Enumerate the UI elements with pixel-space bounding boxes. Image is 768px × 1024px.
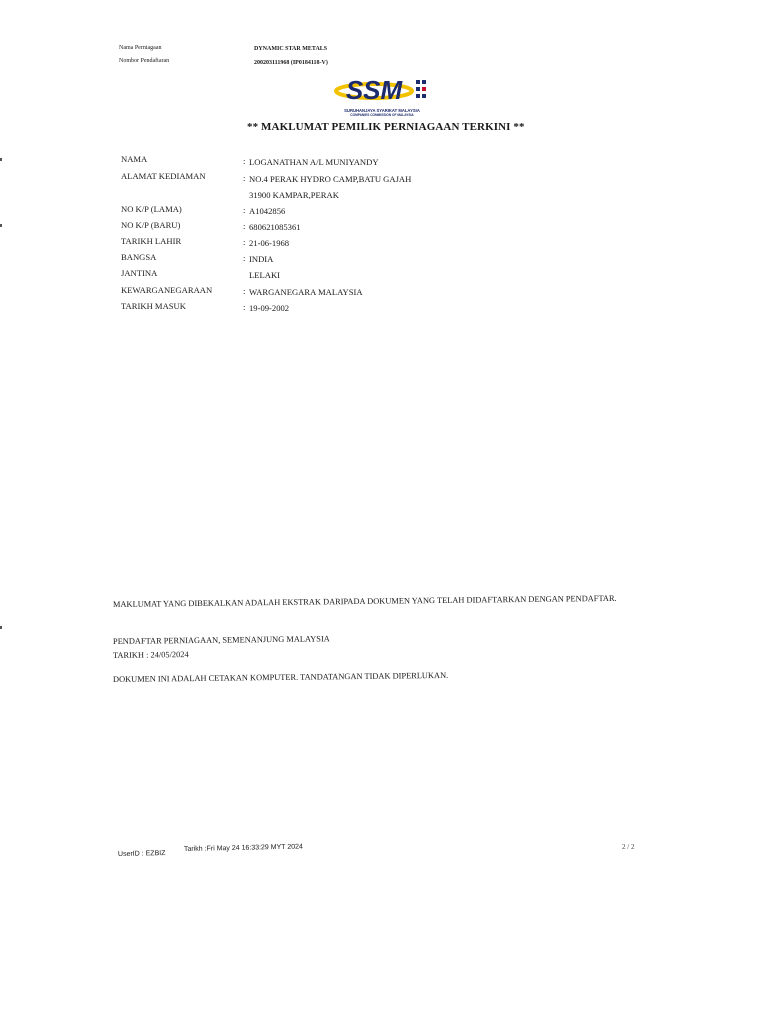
kewarganegaraan-label: KEWARGANEGARAAN (121, 285, 213, 295)
kewarganegaraan-colon: : (243, 286, 246, 296)
logo-name-line1: SURUHANJAYA SYARIKAT MALAYSIA (344, 108, 420, 113)
alamat-value-line2: 31900 KAMPAR,PERAK (249, 190, 339, 200)
nama-label: NAMA (121, 154, 148, 164)
document-date: TARIKH : 24/05/2024 (112, 650, 189, 660)
user-id: UserID : EZBIZ (117, 850, 166, 858)
tarikh-masuk-colon: : (243, 302, 246, 312)
jantina-value: LELAKI (249, 270, 281, 280)
scan-edge-mark (0, 158, 2, 161)
page-number: 2 / 2 (622, 843, 635, 851)
tarikh-lahir-label: TARIKH LAHIR (121, 236, 182, 246)
nama-value: LOGANATHAN A/L MUNIYANDY (249, 157, 379, 167)
business-name-value: DYNAMIC STAR METALS (254, 46, 328, 52)
alamat-colon: : (243, 173, 246, 183)
business-name-label: Nama Perniagaan (119, 45, 162, 51)
registrar-name: PENDAFTAR PERNIAGAAN, SEMENANJUNG MALAYSIA (112, 634, 330, 646)
registration-number-label: Nombor Pendaftaran (119, 58, 170, 64)
scan-edge-mark (0, 626, 2, 629)
bangsa-label: BANGSA (121, 252, 157, 262)
bangsa-colon: : (243, 253, 246, 263)
print-timestamp: Tarikh :Fri May 24 16:33:29 MYT 2024 (183, 843, 303, 853)
kp-baru-colon: : (243, 221, 246, 231)
jantina-label: JANTINA (121, 268, 158, 278)
logo-name-line2: COMPANIES COMMISSION OF MALAYSIA (350, 113, 414, 117)
computer-generated-note: DOKUMEN INI ADALAH CETAKAN KOMPUTER. TANDATANGAN TIDAK DIPERLUKAN. (112, 670, 449, 684)
tarikh-masuk-label: TARIKH MASUK (121, 301, 186, 311)
tarikh-lahir-value: 21-06-1968 (249, 238, 290, 248)
kp-lama-colon: : (243, 205, 246, 215)
bangsa-value: INDIA (249, 254, 274, 264)
svg-text:SSM: SSM (345, 75, 403, 105)
tarikh-lahir-colon: : (243, 237, 246, 247)
ssm-logo-mark-icon (330, 74, 434, 108)
scan-edge-mark (0, 224, 2, 227)
ssm-logo (330, 74, 434, 120)
kp-baru-label: NO K/P (BARU) (121, 220, 181, 230)
alamat-value-line1: NO.4 PERAK HYDRO CAMP,BATU GAJAH (249, 174, 412, 184)
kp-lama-value: A1042856 (249, 206, 286, 216)
registration-number-value: 200203111968 (IP0184118-V) (254, 60, 328, 66)
alamat-label: ALAMAT KEDIAMAN (121, 171, 206, 181)
document-title: ** MAKLUMAT PEMILIK PERNIAGAAN TERKINI ** (247, 121, 525, 133)
kewarganegaraan-value: WARGANEGARA MALAYSIA (249, 287, 363, 297)
tarikh-masuk-value: 19-09-2002 (249, 303, 290, 313)
extract-statement: MAKLUMAT YANG DIBEKALKAN ADALAH EKSTRAK DARIPADA DOKUMEN YANG TELAH DIDAFTARKAN DENGAN PENDAFTAR. (112, 593, 617, 609)
kp-baru-value: 680621085361 (249, 222, 301, 232)
kp-lama-label: NO K/P (LAMA) (121, 204, 182, 214)
nama-colon: : (243, 156, 246, 166)
